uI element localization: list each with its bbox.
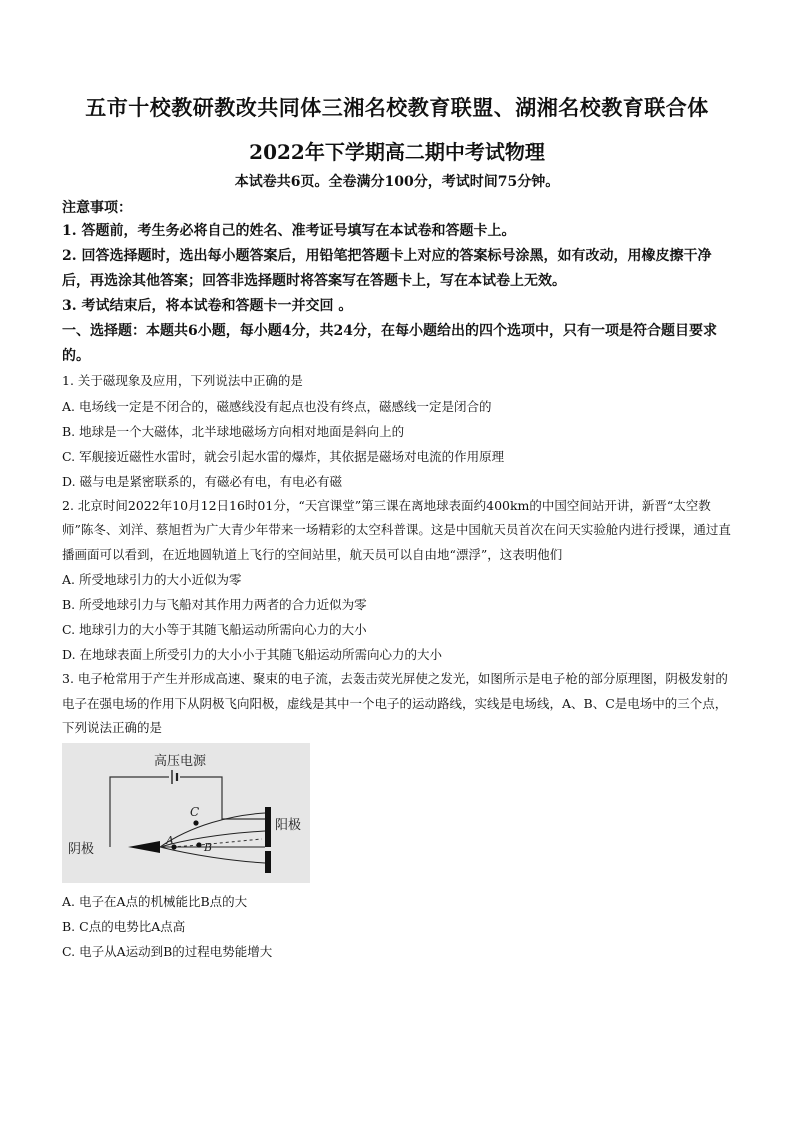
- option-a: A. 电子在A点的机械能比B点的大: [62, 893, 248, 909]
- option-c: C. 地球引力的大小等于其随飞船运动所需向心力的大小: [62, 622, 367, 637]
- exam-subtitle: 本试卷共6页。全卷满分100分，考试时间75分钟。: [234, 174, 560, 190]
- question-3: [62, 667, 732, 964]
- exam-title-line1: 五市十校教研教改共同体三湘名校教育联盟、湖湘名校教育联合体: [85, 95, 709, 120]
- question-1: [62, 369, 732, 494]
- power-source-label: 高压电源: [153, 753, 207, 769]
- option-b: B. 地球是一个大磁体，北半球地磁场方向相对地面是斜向上的: [62, 423, 405, 439]
- option-b: B. C点的电势比A点高: [62, 918, 186, 934]
- section-heading: 一、选择题：本题共6小题，每小题4分，共24分，在每小题给出的四个选项中，只有一项是符合题目要求的。: [62, 323, 717, 364]
- notice-item: 2. 回答选择题时，选出每小题答案后，用铅笔把答题卡上对应的答案标号涂黑，如有改动，用橡皮擦干净后，再选涂其他答案；回答非选择题时将答案写在答题卡上，写在本试卷上无效。: [62, 248, 712, 289]
- question-stem: 2. 北京时间2022年10月12日16时01分，“天宫课堂”第三课在离地球表面约400km的中国空间站开讲，新晋“太空教师”陈冬、刘洋、蔡旭哲为广大青少年带来一场精彩的太空科普课。这是中国航天员首次在问天实验舱内进行授课，通过直播画面可以看到，在近地圆轨道上飞行的空间站里，航天员可以自由地“漂浮”，这表明他们: [62, 497, 731, 562]
- option-c: C. 电子从A运动到B的过程电势能增大: [62, 943, 273, 959]
- point-c-label: C: [190, 804, 200, 819]
- exam-title-line2: 2022年下学期高二期中考试物理: [249, 140, 545, 164]
- option-d: D. 磁与电是紧密联系的，有磁必有电，有电必有磁: [62, 473, 343, 489]
- electron-gun-figure: [62, 743, 310, 883]
- question-stem: 3. 电子枪常用于产生并形成高速、聚束的电子流，去轰击荧光屏使之发光，如图所示是电子枪的部分原理图，阴极发射的电子在强电场的作用下从阴极飞向阳极，虚线是其中一个电子的运动路线，实线是电场线，A、B、C是电场中的三个点，下列说法正确的是: [62, 671, 728, 735]
- notice-heading: 注意事项：: [62, 200, 132, 216]
- point-b-label: B: [204, 840, 213, 854]
- option-c: C. 军舰接近磁性水雷时，就会引起水雷的爆炸，其依据是磁场对电流的作用原理: [62, 448, 505, 464]
- notice-block: [62, 197, 732, 319]
- cathode-label: 阴极: [68, 841, 95, 857]
- option-b: B. 所受地球引力与飞船对其作用力两者的合力近似为零: [62, 597, 367, 612]
- point-a-label: A: [166, 833, 174, 847]
- point-b-marker: [196, 842, 201, 847]
- option-a: A. 电场线一定是不闭合的，磁感线没有起点也没有终点，磁感线一定是闭合的: [62, 398, 492, 414]
- anode-label: 阳极: [275, 817, 302, 833]
- question-2: [62, 494, 732, 668]
- point-c-marker: [193, 820, 198, 825]
- notice-item: 3. 考试结束后，将本试卷和答题卡一并交回 。: [62, 298, 353, 314]
- notice-item: 1. 答题前，考生务必将自己的姓名、准考证号填写在本试卷和答题卡上。: [62, 223, 516, 239]
- exam-page: [62, 92, 732, 964]
- option-a: A. 所受地球引力的大小近似为零: [62, 572, 242, 587]
- option-d: D. 在地球表面上所受引力的大小小于其随飞船运动所需向心力的大小: [62, 647, 443, 662]
- question-stem: 1. 关于磁现象及应用，下列说法中正确的是: [62, 373, 303, 388]
